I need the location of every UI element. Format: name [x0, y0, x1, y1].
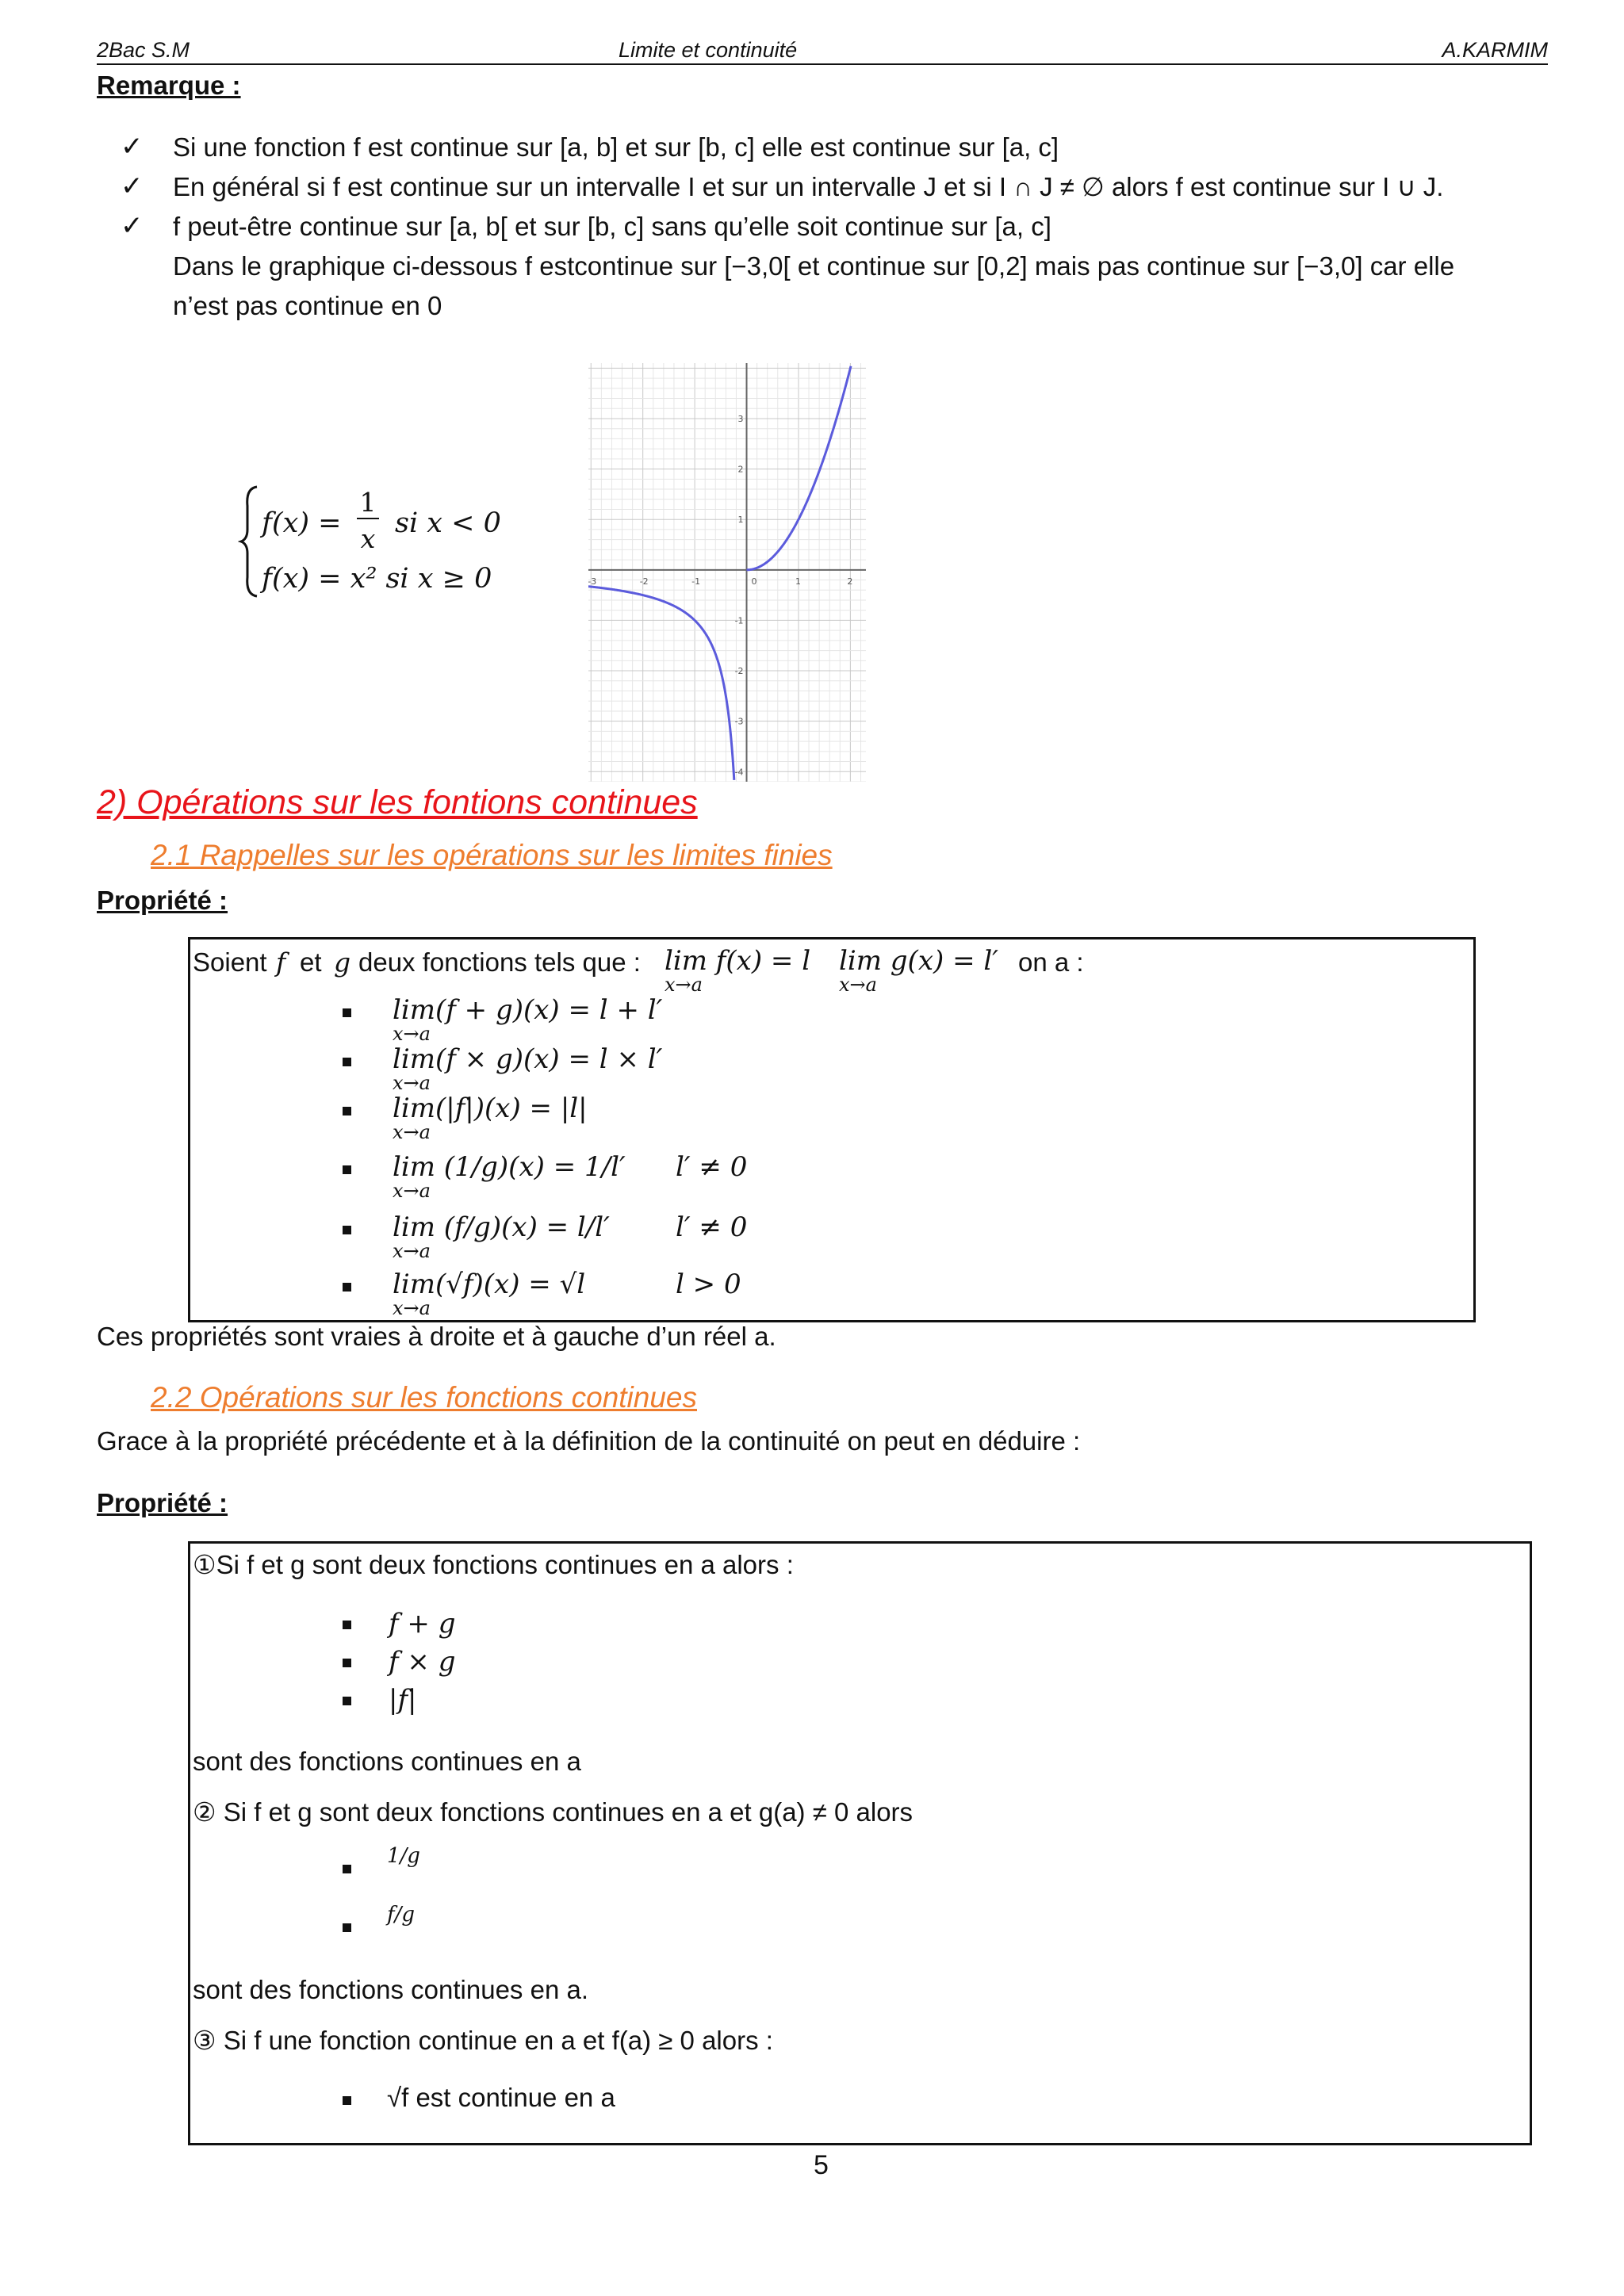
bullet-icon [343, 2096, 351, 2105]
box2-p3: ③ Si f une fonction continue en a et f(a) ≥ 0 alors : [193, 2026, 773, 2055]
box1-intro-a: Soient [193, 947, 267, 977]
bullet-icon [343, 1008, 351, 1017]
page-number: 5 [814, 2150, 829, 2180]
y-tick-label: -2 [734, 666, 744, 677]
box1-on-a: on a : [1018, 947, 1084, 977]
limit-rule-inverse-sub: x→a [393, 1180, 431, 1202]
check-icon: ✓ [121, 132, 144, 162]
x-tick-label: -3 [588, 576, 597, 587]
remarque-para-line1: Dans le graphique ci-dessous f estcontinue sur [−3,0[ et continue sur [0,2] mais pas continue sur [−3,0] car elle [173, 251, 1455, 281]
limit-rule-inverse: lim (1/g)(x) = 1/l′ [393, 1151, 626, 1183]
system-line1-cond: si x < 0 [395, 507, 501, 539]
box1-lim2-sub: x→a [839, 974, 877, 996]
limit-rule-product: lim(f × g)(x) = l × l′ [393, 1043, 663, 1075]
box2-p2-end: sont des fonctions continues en a. [193, 1975, 588, 2004]
bullet-icon [343, 1865, 351, 1873]
limit-rule-product-sub: x→a [393, 1072, 431, 1094]
y-tick-label: 1 [737, 515, 744, 526]
remarque-title: Remarque : [97, 71, 241, 100]
x-tick-label: -1 [691, 576, 701, 587]
y-tick-label: 2 [737, 464, 744, 475]
remarque-item-1: Si une fonction f est continue sur [a, b] et sur [b, c] elle est continue sur [a, c] [173, 132, 1059, 162]
header-center: Limite et continuité [619, 38, 798, 62]
curve-inverse [588, 587, 734, 780]
box1-lim2: lim g(x) = l′ [839, 945, 998, 977]
limit-rule-quotient-sub: x→a [393, 1240, 431, 1262]
box2-p1-item-sum: f + g [389, 1608, 456, 1640]
limit-rule-abs: lim(|f|)(x) = |l| [393, 1093, 588, 1124]
x-tick-label: 2 [847, 576, 853, 587]
bullet-icon [343, 1107, 351, 1115]
bullet-icon [343, 1659, 351, 1667]
check-icon: ✓ [121, 211, 144, 241]
box2-p2-item-quotient: f/g [387, 1903, 416, 1927]
box1-lim1-sub: x→a [665, 974, 703, 996]
box2-p1-item-abs: |f| [389, 1684, 417, 1716]
box1-intro-c: deux fonctions tels que : [358, 947, 641, 977]
bullet-icon [343, 1226, 351, 1234]
limits-property-box [188, 937, 1476, 1322]
bullet-icon [343, 1621, 351, 1629]
box1-intro-b: et [300, 947, 322, 977]
section2-title: 2) Opérations sur les fontions continues [97, 783, 698, 821]
limit-rule-sqrt-cond: l > 0 [676, 1269, 741, 1300]
after-box1-text: Ces propriétés sont vraies à droite et à gauche d’un réel a. [97, 1322, 776, 1351]
system-line1-lhs: f(x) = [262, 507, 342, 539]
limit-rule-abs-sub: x→a [393, 1121, 431, 1143]
intro2-text: Grace à la propriété précédente et à la définition de la continuité on peut en déduire : [97, 1426, 1081, 1456]
remarque-para-line2: n’est pas continue en 0 [173, 291, 442, 320]
propriete-label-1: Propriété : [97, 886, 228, 915]
box1-f: f [276, 947, 286, 978]
x-tick-label: -2 [639, 576, 649, 587]
box1-g: g [334, 947, 351, 978]
section2-sub2: 2.2 Opérations sur les fonctions continues [151, 1381, 697, 1414]
system-line1-num: 1 [357, 487, 379, 519]
box1-lim1: lim f(x) = l [665, 945, 811, 977]
y-tick-label: 3 [737, 413, 744, 424]
check-icon: ✓ [121, 171, 144, 201]
x-tick-label: 1 [795, 576, 801, 587]
box2-p2-item-inverse: 1/g [387, 1844, 420, 1868]
box2-p2: ② Si f et g sont deux fonctions continues en a et g(a) ≠ 0 alors [193, 1797, 914, 1827]
limit-rule-inverse-cond: l′ ≠ 0 [676, 1151, 748, 1183]
bullet-icon [343, 1697, 351, 1705]
system-line1-den: x [360, 523, 376, 554]
limit-rule-quotient-cond: l′ ≠ 0 [676, 1211, 748, 1243]
y-tick-label: -4 [734, 767, 744, 778]
function-graph [588, 363, 866, 782]
limit-rule-sqrt: lim(√f)(x) = √l [393, 1269, 586, 1300]
remarque-item-3: f peut-être continue sur [a, b[ et sur [b, c] sans qu’elle soit continue sur [a, c] [173, 212, 1051, 241]
graph-canvas [588, 363, 866, 782]
x-tick-label: 0 [751, 576, 757, 587]
limit-rule-quotient: lim (f/g)(x) = l/l′ [393, 1211, 610, 1243]
limit-rule-sum-sub: x→a [393, 1023, 431, 1045]
header-left: 2Bac S.M [97, 38, 190, 62]
header-rule [97, 63, 1548, 65]
bullet-icon [343, 1923, 351, 1932]
bullet-icon [343, 1283, 351, 1292]
piecewise-system [238, 482, 523, 601]
remarque-item-2: En général si f est continue sur un intervalle I et sur un intervalle J et si I ∩ J ≠ ∅ alors f est continue sur I ∪ J. [173, 172, 1444, 201]
bullet-icon [343, 1058, 351, 1066]
y-tick-label: -3 [734, 716, 744, 727]
bullet-icon [343, 1165, 351, 1174]
box2-p3-item: √f est continue en a [387, 2083, 615, 2112]
brace-icon [238, 482, 262, 601]
box2-p1-end: sont des fonctions continues en a [193, 1747, 581, 1776]
box2-p1: ①Si f et g sont deux fonctions continues en a alors : [193, 1550, 794, 1579]
section2-sub1: 2.1 Rappelles sur les opérations sur les limites finies [151, 839, 833, 871]
y-tick-label: -1 [734, 615, 744, 626]
limit-rule-sum: lim(f + g)(x) = l + l′ [393, 994, 663, 1026]
header-right: A.KARMIM [1442, 38, 1548, 62]
propriete-label-2: Propriété : [97, 1488, 228, 1517]
limit-rule-sqrt-sub: x→a [393, 1297, 431, 1319]
system-line2: f(x) = x² si x ≥ 0 [262, 563, 492, 595]
box2-p1-item-product: f × g [389, 1646, 456, 1678]
